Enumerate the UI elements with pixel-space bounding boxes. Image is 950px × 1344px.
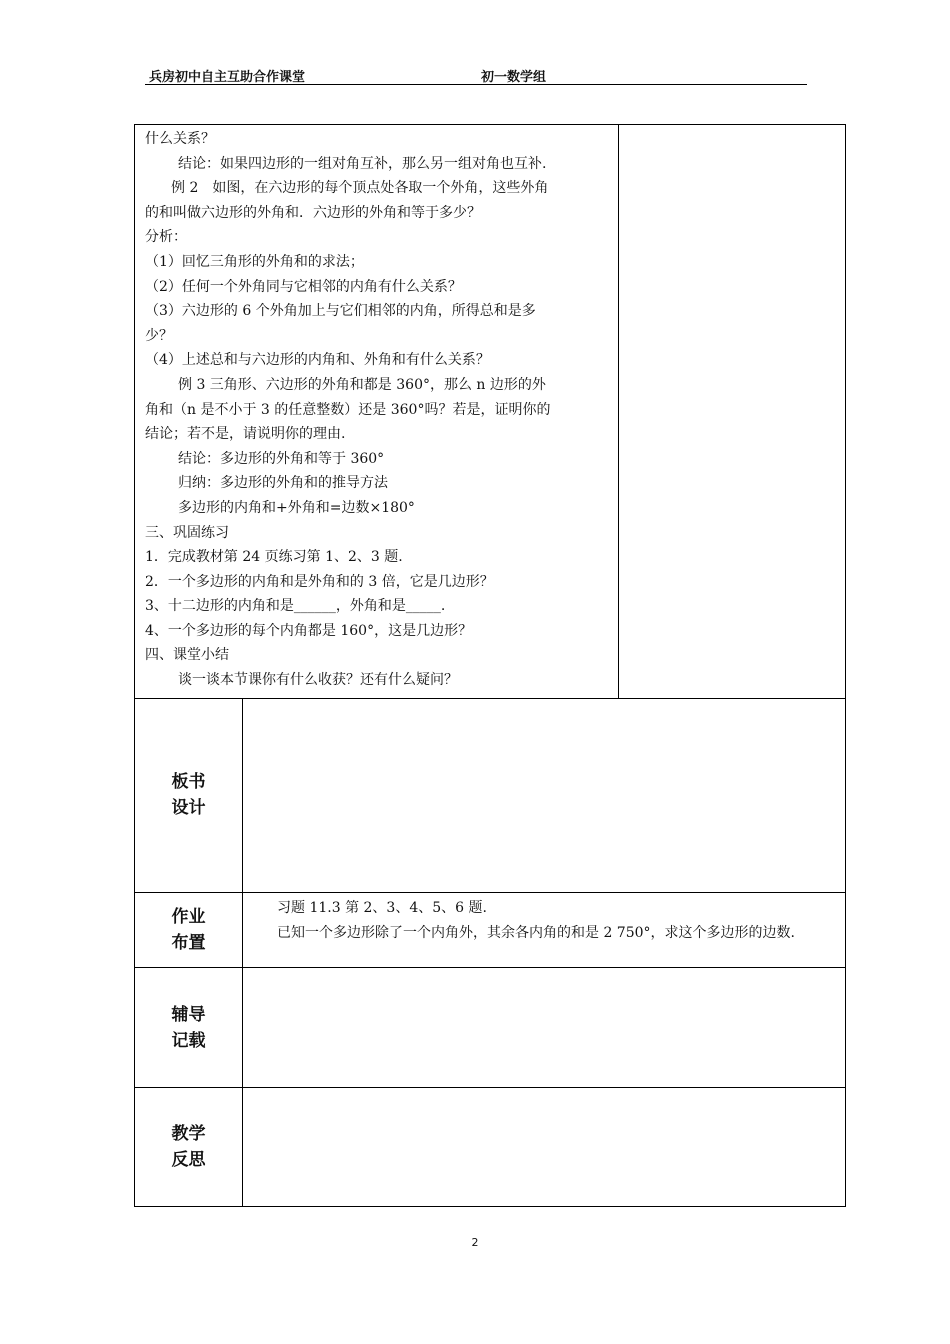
lesson-line: 角和（n 是不小于 3 的任意整数）还是 360°吗？若是，证明你的	[145, 401, 551, 418]
lesson-line: 归纳：多边形的外角和的推导方法	[178, 475, 388, 492]
teaching-reflection-row	[134, 1088, 846, 1207]
homework-row	[134, 893, 846, 968]
exercise-item: 4、一个多边形的每个内角都是 160°，这是几边形？	[145, 622, 473, 639]
lesson-line: 结论；若不是，请说明你的理由.	[145, 426, 346, 443]
lesson-line: 例 3 三角形、六边形的外角和都是 360°，那么 n 边形的外	[178, 376, 546, 393]
lesson-line: 的和叫做六边形的外角和．六边形的外角和等于多少？	[145, 204, 481, 221]
page-number: 2	[471, 1236, 479, 1249]
homework-content	[251, 896, 839, 945]
lesson-line: 什么关系？	[145, 131, 215, 147]
homework-item: 习题 11.3 第 2、3、4、5、6 题.	[277, 900, 487, 916]
board-design-label: 板书 设计	[135, 698, 243, 892]
section-heading: 三、巩固练习	[145, 524, 229, 541]
lesson-line: （2）任何一个外角同与它相邻的内角有什么关系？	[145, 278, 462, 295]
column-divider	[618, 125, 619, 698]
lesson-content-table	[134, 124, 846, 699]
page-header	[145, 66, 807, 85]
lesson-line: 结论：如果四边形的一组对角互补，那么另一组对角也互补.	[178, 155, 547, 172]
section-heading: 四、课堂小结	[145, 647, 229, 664]
school-title: 兵房初中自主互助合作课堂	[149, 70, 306, 85]
group-title: 初一数学组	[481, 70, 547, 85]
homework-label: 作业 布置	[135, 893, 243, 967]
lesson-content	[145, 127, 615, 693]
exercise-item: 1．完成教材第 24 页练习第 1、2、3 题.	[145, 549, 403, 566]
lesson-line: 结论：多边形的外角和等于 360°	[178, 450, 385, 467]
lesson-line: 例 2 如图，在六边形的每个顶点处各取一个外角，这些外角	[171, 180, 549, 197]
lesson-line: 分析：	[145, 229, 187, 246]
lesson-line: （1）回忆三角形的外角和的求法；	[145, 253, 364, 270]
board-design-row	[134, 698, 846, 893]
teaching-reflection-label: 教学 反思	[135, 1088, 243, 1206]
lesson-line: 少？	[145, 327, 173, 344]
homework-item: 已知一个多边形除了一个内角外，其余各内角的和是 2 750°，求这个多边形的边数.	[277, 924, 795, 941]
lesson-line: （4）上述总和与六边形的内角和、外角和有什么关系？	[145, 352, 490, 369]
exercise-item: 2．一个多边形的内角和是外角和的 3 倍，它是几边形？	[145, 573, 494, 590]
exercise-item: 3、十二边形的内角和是______，外角和是_____.	[145, 598, 446, 615]
lesson-line: （3）六边形的 6 个外角加上与它们相邻的内角，所得总和是多	[145, 303, 536, 320]
lesson-line: 多边形的内角和+外角和=边数×180°	[178, 499, 415, 516]
lesson-line: 谈一谈本节课你有什么收获？还有什么疑问？	[178, 672, 458, 689]
tutoring-record-label: 辅导 记载	[135, 968, 243, 1087]
tutoring-record-row	[134, 968, 846, 1088]
